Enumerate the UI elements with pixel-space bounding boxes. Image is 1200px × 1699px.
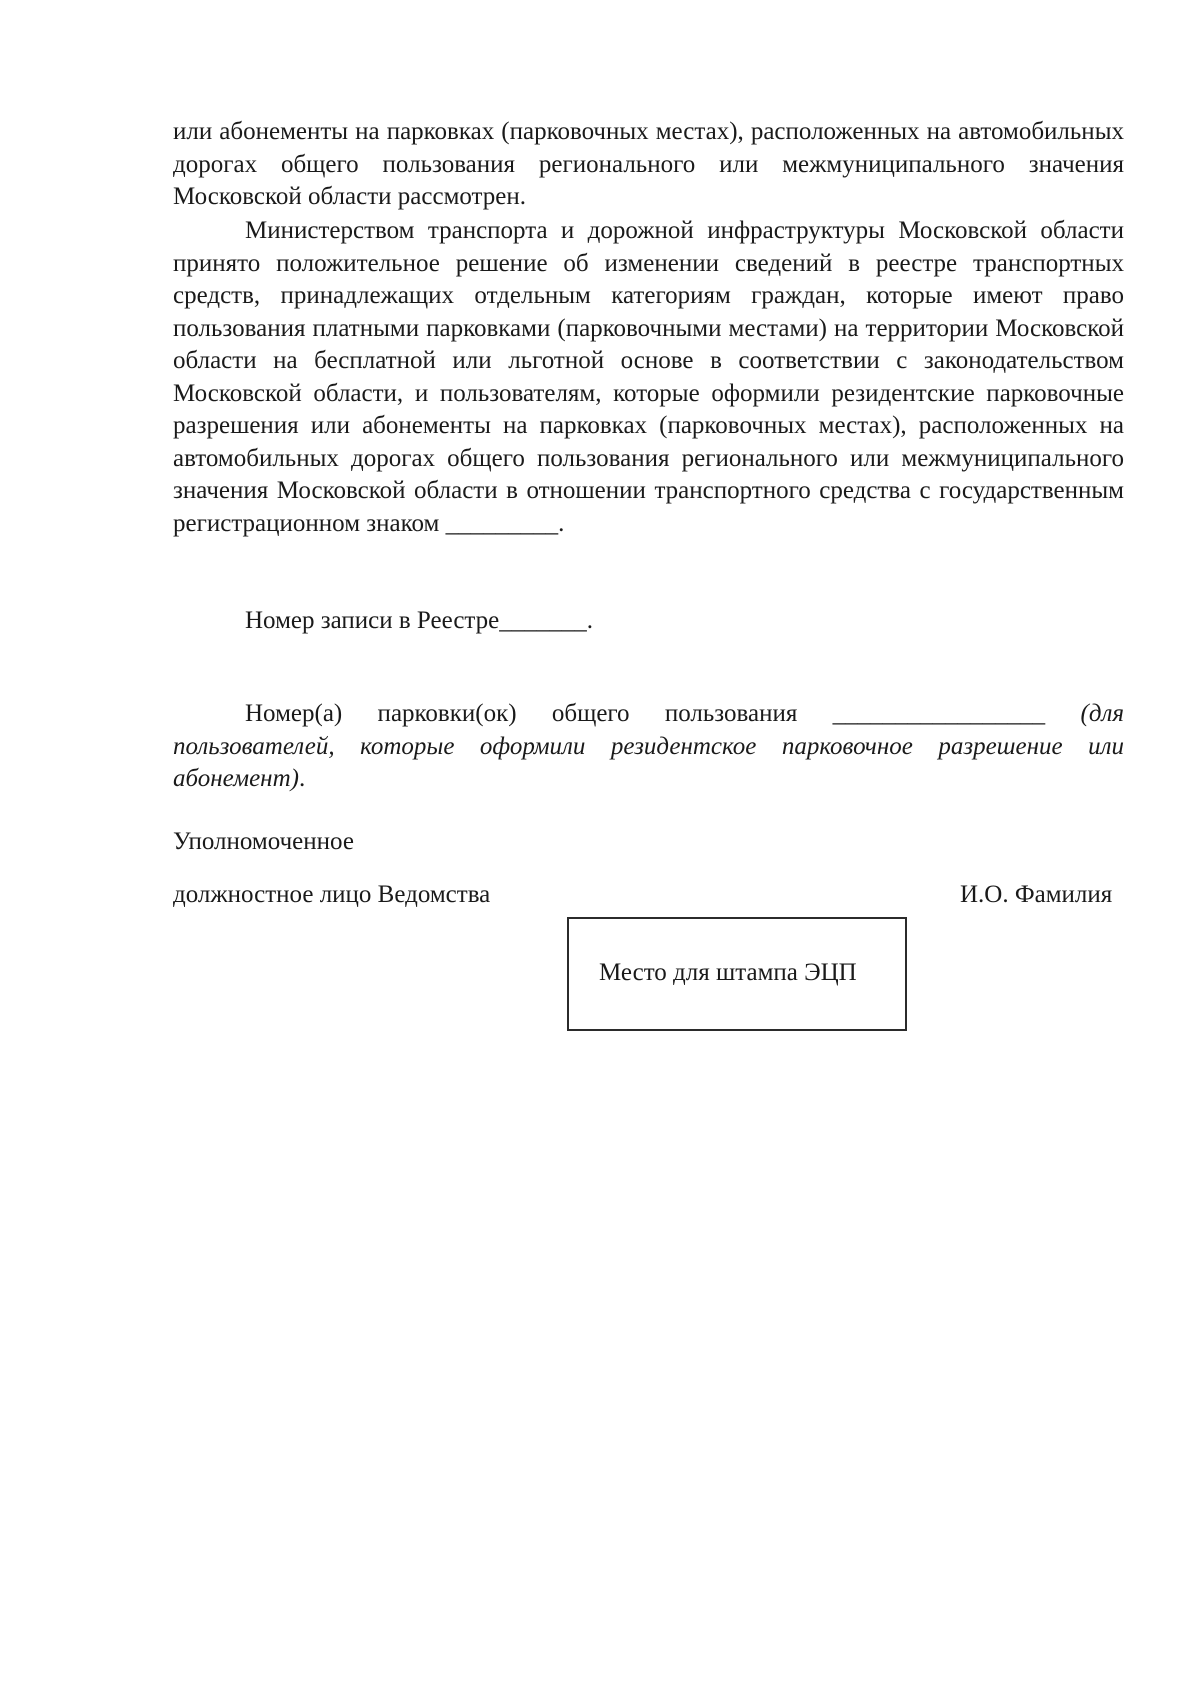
registry-number-line: Номер записи в Реестре_______. bbox=[245, 607, 593, 634]
digital-signature-stamp-box bbox=[567, 917, 907, 1031]
decision-paragraph: Министерством транспорта и дорожной инфраструктуры Московской области принято положительное решение об изменении сведений в реестре транспортных средств, принадлежащих отдельным категориям граждан, которые имеют право пользования платными парковками (парковочными местами) на территории Московской области на бесплатной или льготной основе в соответствии с законодательством Московской области, и пользователям, которые оформили резидентские парковочные разрешения или абонементы на парковках (парковочных местах), расположенных на автомобильных дорогах общего пользования регионального или межмуниципального значения Московской области в отношении транспортного средства с государственным регистрационном знаком _________. bbox=[173, 217, 1124, 537]
parking-numbers-prefix: Номер(а) парковки(ок) общего пользования _________________ bbox=[245, 700, 1081, 727]
signatory-name: И.О. Фамилия bbox=[960, 881, 1113, 908]
parking-numbers-note: (для пользователей, которые оформили резидентское парковочное разрешение или абонемент) bbox=[173, 700, 1124, 792]
parking-numbers-suffix: . bbox=[298, 765, 306, 792]
signatory-title-line-2: должностное лицо Ведомства bbox=[173, 881, 491, 908]
parking-numbers-paragraph bbox=[173, 698, 1124, 796]
stamp-placeholder-label: Место для штампа ЭЦП bbox=[599, 959, 857, 986]
continuation-paragraph: или абонементы на парковках (парковочных местах), расположенных на автомобильных дорогах общего пользования регионального или межмуниципального значения Московской области рассмотрен. bbox=[173, 118, 1124, 210]
signatory-title-line-1: Уполномоченное bbox=[173, 828, 354, 855]
